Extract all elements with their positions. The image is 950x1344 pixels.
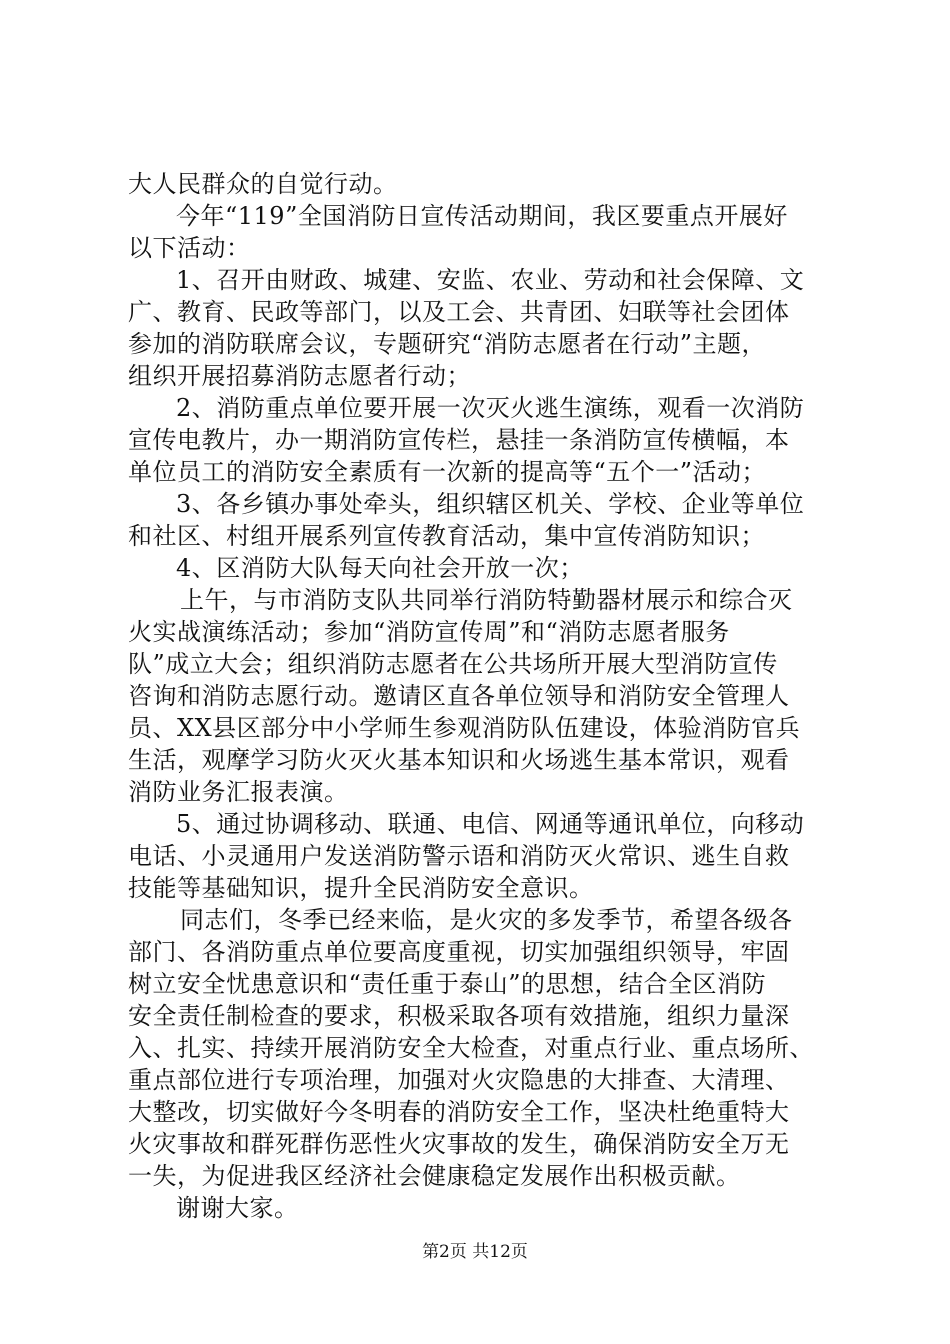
text-line: 生活，观摩学习防火灭火基本知识和火场逃生基本常识，观看 (128, 746, 790, 774)
text-line: 5、通过协调移动、联通、电信、网通等通讯单位，向移动 (176, 810, 805, 838)
text-line: 广、教育、民政等部门，以及工会、共青团、妇联等社会团体 (128, 298, 790, 326)
text-line: 火实战演练活动；参加“消防宣传周”和“消防志愿者服务 (128, 618, 730, 646)
text-line: 大整改，切实做好今冬明春的消防安全工作，坚决杜绝重特大 (128, 1098, 790, 1126)
text-line: 宣传电教片，办一期消防宣传栏，悬挂一条消防宣传横幅，本 (128, 426, 790, 454)
text-line: 部门、各消防重点单位要高度重视，切实加强组织领导，牢固 (128, 938, 790, 966)
text-line: 咨询和消防志愿行动。邀请区直各单位领导和消防安全管理人 (128, 682, 790, 710)
text-line: 技能等基础知识，提升全民消防安全意识。 (128, 874, 594, 902)
text-line: 参加的消防联席会议，专题研究“消防志愿者在行动”主题， (128, 330, 767, 358)
text-line: 员、XX县区部分中小学师生参观消防队伍建设，体验消防官兵 (128, 714, 801, 742)
text-line: 4、区消防大队每天向社会开放一次； (176, 554, 584, 582)
text-line: 组织开展招募消防志愿者行动； (128, 362, 471, 390)
text-line: 和社区、村组开展系列宣传教育活动，集中宣传消防知识； (128, 522, 765, 550)
text-line: 消防业务汇报表演。 (128, 778, 349, 806)
text-line: 火灾事故和群死群伤恶性火灾事故的发生，确保消防安全万无 (128, 1130, 790, 1158)
text-line: 重点部位进行专项治理，加强对火灾隐患的大排查、大清理、 (128, 1066, 790, 1094)
document-body (128, 168, 828, 1224)
text-line: 电话、小灵通用户发送消防警示语和消防灭火常识、逃生自救 (128, 842, 790, 870)
text-line: 2、消防重点单位要开展一次灭火逃生演练，观看一次消防 (176, 394, 805, 422)
text-line: 谢谢大家。 (176, 1194, 299, 1222)
text-line: 同志们，冬季已经来临，是火灾的多发季节，希望各级各 (180, 906, 793, 934)
text-line: 以下活动： (128, 234, 251, 262)
page-number-footer: 第2页 共12页 (422, 1242, 528, 1262)
text-line: 今年“119”全国消防日宣传活动期间，我区要重点开展好 (176, 202, 788, 230)
text-line: 队”成立大会；组织消防志愿者在公共场所开展大型消防宣传 (128, 650, 778, 678)
text-line: 3、各乡镇办事处牵头，组织辖区机关、学校、企业等单位 (176, 490, 805, 518)
text-line: 单位员工的消防安全素质有一次新的提高等“五个一”活动； (128, 458, 767, 486)
text-line: 安全责任制检查的要求，积极采取各项有效措施，组织力量深 (128, 1002, 790, 1030)
text-line: 1、召开由财政、城建、安监、农业、劳动和社会保障、文 (176, 266, 805, 294)
text-line: 树立安全忧患意识和“责任重于泰山”的思想，结合全区消防 (128, 970, 767, 998)
text-line: 上午，与市消防支队共同举行消防特勤器材展示和综合灭 (180, 586, 793, 614)
text-line: 一失，为促进我区经济社会健康稳定发展作出积极贡献。 (128, 1162, 741, 1190)
text-line: 大人民群众的自觉行动。 (128, 170, 398, 198)
text-line: 入、扎实、持续开展消防安全大检查，对重点行业、重点场所、 (128, 1034, 814, 1062)
